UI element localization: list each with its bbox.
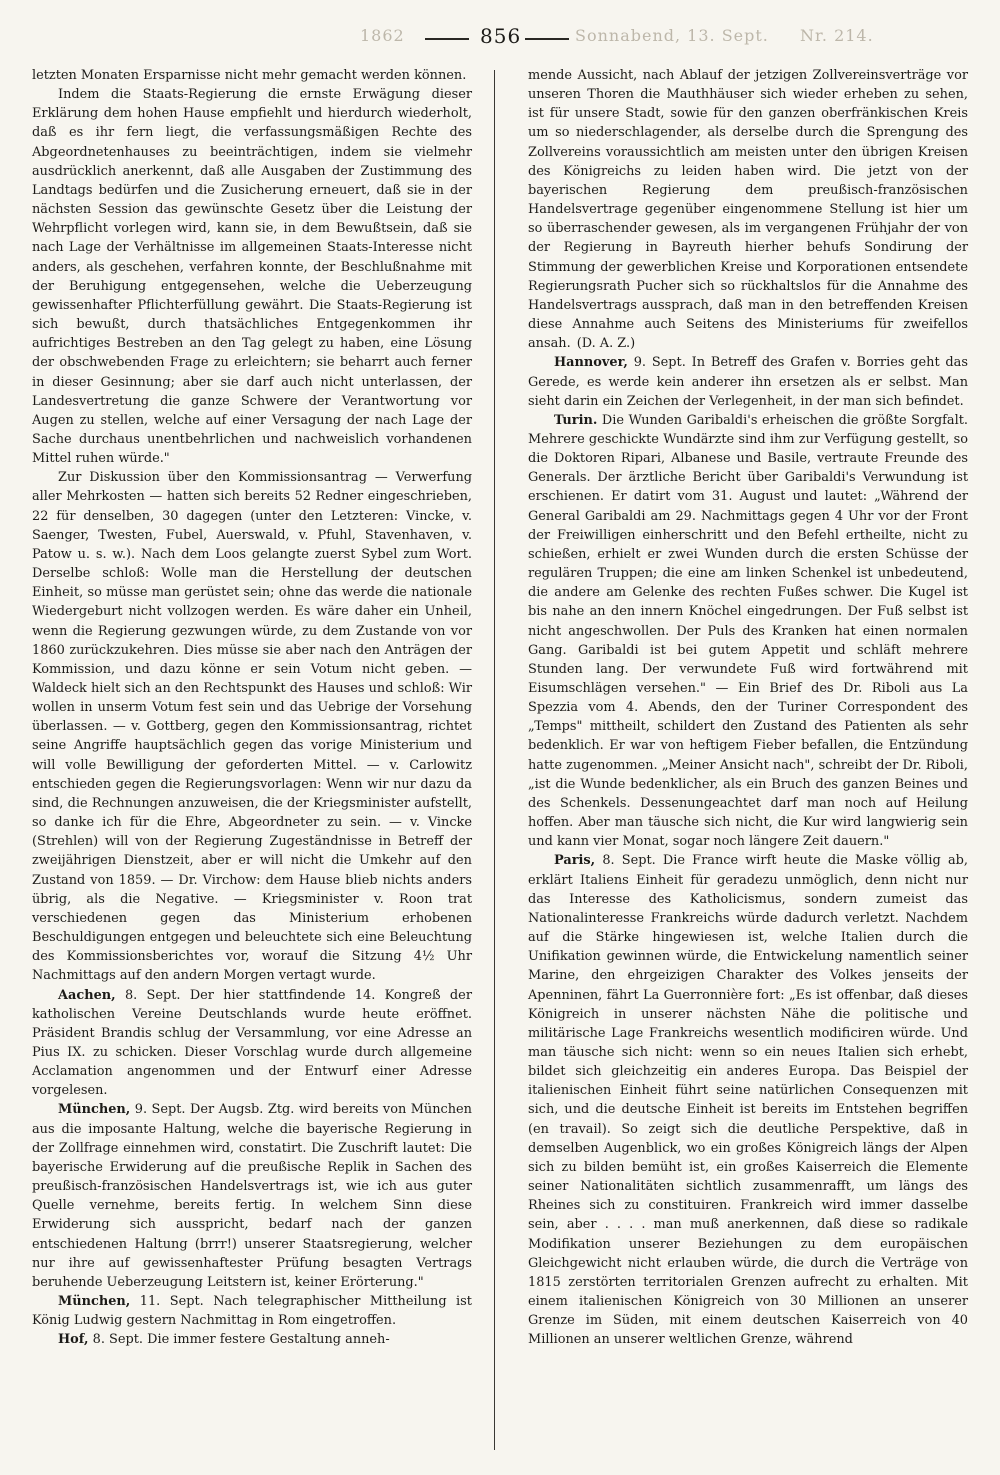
- source-attribution: (D. A. Z.): [576, 336, 636, 352]
- page-header: [0, 22, 1000, 52]
- header-rule-left: [425, 38, 469, 40]
- header-bleed-issue: Nr. 214.: [800, 26, 874, 45]
- news-text: Die Wunden Garibaldi's erheischen die größte Sorgfalt. Mehrere geschickte Wundärzte sind ihm zur Verfügung gestellt, so die Doktoren Ripari, Albanese und Basile, vertraute Freunde des Generals. Der ärztliche Bericht über Garibaldi's Verwundung ist erschienen. Er datirt vom 31. August und lautet: „Während der General Garibaldi am 29. Nachmittags gegen 4 Uhr vor der Front der Freiwilligen einherschritt und den Befehl ertheilte, nicht zu schießen, erhielt er zwei Wunden durch die ersten Schüsse der regulären Truppen; die eine am linken Schenkel ist unbedeutend, die andere am Gelenke des rechten Fußes schwer. Die Kugel ist bis nahe an den innern Knöchel eingedrungen. Der Fuß selbst ist nicht angeschwollen. Der Puls des Kranken hat einen normalen Gang. Garibaldi ist bei gutem Appetit und schläft mehrere Stunden lang. Der verwundete Fuß wird fortwährend mit Eisumschlägen versehen." — Ein Brief des Dr. Riboli aus La Spezzia vom 4. Abends, den der Turiner Correspondent des „Temps" mittheilt, schildert den Zustand des Patienten als sehr bedenklich. Er war von heftigem Fieber befallen, die Entzündung hatte zugenommen. „Meiner Ansicht nach", schreibt der Dr. Riboli, „ist die Wunde bedenklicher, als ein Bruch des ganzen Beines und des Schenkels. Dessenungeachtet darf man noch auf Heilung hoffen. Aber man täusche sich nicht, die Kur wird langwierig sein und kann vier Monat, sogar noch längere Zeit dauern.": [528, 412, 968, 850]
- header-bleed-date: Sonnabend, 13. Sept.: [575, 26, 769, 45]
- news-text: 9. Sept. In Betreff des Grafen v. Borries geht das Gerede, es werde kein anderer ihn ersetzen als er selbst. Man sieht darin ein Zeichen der Verlegenheit, in der man sich befindet.: [528, 355, 968, 409]
- dateline-place: Turin.: [554, 412, 598, 428]
- news-item-muenchen-9: [32, 1100, 472, 1292]
- paragraph-discussion: Zur Diskussion über den Kommissionsantrag — Verwerfung aller Mehrkosten — hatten sich bereits 52 Redner eingeschrieben, 22 für denselben, 30 dagegen (unter den Letzteren: Vincke, v. Saenger, Twesten, Fubel, Auerswald, v. Pfuhl, Stavenhaven, v. Patow u. s. w.). Nach dem Loos gelangte zuerst Sybel zum Wort. Derselbe schloß: Wolle man die Herstellung der deutschen Einheit, so müsse man gerüstet sein; ohne das werde die nationale Wiedergeburt nicht vollzogen werden. Es wäre daher ein Unheil, wenn die Regierung gezwungen würde, zu dem Zustande von vor 1860 zurückzukehren. Dies müsse sie aber nach den Anträgen der Kommission, und dazu könne er sein Votum nicht geben. — Waldeck hielt sich an den Rechtspunkt des Hauses und schloß: Wir wollen in unserm Votum fest sein und das Uebrige der Vorsehung überlassen. — v. Gottberg, gegen den Kommissionsantrag, richtet seine Angriffe hauptsächlich gegen das vorige Ministerium und will volle Bewilligung der geforderten Mittel. — v. Carlowitz entschieden gegen die Regierungsvorlagen: Wenn wir nur dazu da sind, die Rechnungen anzuweisen, die der Kriegsminister aufstellt, so danke ich für die Ehre, Abgeordneter zu sein. — v. Vincke (Strehlen) will von der Regierung Zugeständnisse in Betreff der zweijährigen Dienstzeit, aber er will nicht die Umkehr auf den Zustand von 1859. — Dr. Virchow: dem Hause blieb nichts anders übrig, als die Negative. — Kriegsminister v. Roon trat verschiedenen gegen das Ministerium erhobenen Beschuldigungen entgegen und beleuchtete sich eine Beleuchtung des Kommissionsberichtes vor, worauf die Sitzung 4½ Uhr Nachmittags auf den andern Morgen vertagt wurde.: [32, 470, 472, 984]
- news-item-turin: [528, 411, 968, 852]
- left-column: [32, 66, 472, 1349]
- dateline-place: München,: [58, 1102, 131, 1118]
- news-text: mende Aussicht, nach Ablauf der jetzigen Zollvereinsverträge vor unseren Thoren die Mauthhäuser sich wieder erheben zu sehen, ist für unsere Stadt, sowie für den ganzen oberfränkischen Kreis um so niederschlagender, als derselbe durch die Sprengung des Zollvereins voraussichtlich am meisten unter den übrigen Kreisen des Königreichs zu leiden haben wird. Die jetzt von der bayerischen Regierung dem preußisch-französischen Handelsvertrage gegenüber eingenommene Stellung ist hier um so überraschender gewesen, als im vergangenen Frühjahr der von der Regierung in Bayreuth hierher behufs Sondirung der Stimmung der gewerblichen Kreise und Korporationen entsendete Regierungsrath Pucher sich so rückhaltslos für die Annahme des Handelsvertrags aussprach, daß man in den betreffenden Kreisen diese Annahme auch Seitens des Ministeriums für zweifellos ansah.: [528, 68, 968, 352]
- paragraph-hof-continued: [528, 66, 968, 353]
- news-item-hof: [32, 1330, 472, 1349]
- news-item-aachen: [32, 986, 472, 1101]
- news-item-hannover: [528, 353, 968, 410]
- news-text: 9. Sept. Der Augsb. Ztg. wird bereits von München aus die imposante Haltung, welche die bayerische Regierung in der Zollfrage einnehmen wird, constatirt. Die Zuschrift lautet: Die bayerische Erwiderung auf die preußische Replik in Sachen des preußisch-französischen Handelsvertrags ist, wie ich aus guter Quelle vernehme, bereits fertig. In welchem Sinn diese Erwiderung sich ausspricht, bedarf nach der ganzen entschiedenen Haltung (brrr!) unserer Staatsregierung, welcher nur ihre auf gewissenhaftester Prüfung besagten Vertrags beruhende Ueberzeugung Leitstern ist, keiner Erörterung.": [32, 1102, 472, 1290]
- dateline-place: Aachen,: [58, 987, 116, 1003]
- page-number: 856: [480, 24, 522, 48]
- news-text: 8. Sept. Die immer festere Gestaltung anneh-: [92, 1332, 390, 1348]
- news-text: 11. Sept. Nach telegraphischer Mittheilung ist König Ludwig gestern Nachmittag in Rom eingetroffen.: [32, 1294, 472, 1329]
- news-text: 8. Sept. Der hier stattfindende 14. Kongreß der katholischen Vereine Deutschlands wurde heute eröffnet. Präsident Brandis schlug der Versammlung, vor eine Adresse an Pius IX. zu schicken. Dieser Vorschlag wurde durch allgemeine Acclamation angenommen und der Entwurf einer Adresse vorgelesen.: [32, 987, 472, 1099]
- dateline-place: Hannover,: [554, 355, 628, 371]
- dateline-place: München,: [58, 1294, 131, 1309]
- dateline-place: Paris,: [554, 853, 596, 869]
- header-bleed-year: 1862: [360, 26, 405, 45]
- paragraph-savings: letzten Monaten Ersparnisse nicht mehr gemacht werden können.: [32, 68, 467, 83]
- news-item-paris: [528, 851, 968, 1349]
- header-rule-right: [525, 38, 569, 40]
- right-column: [528, 66, 968, 1349]
- dateline-place: Hof,: [58, 1332, 89, 1348]
- news-item-muenchen-11: [32, 1292, 472, 1330]
- column-divider: [494, 70, 495, 1450]
- news-text: 8. Sept. Die France wirft heute die Maske völlig ab, erklärt Italiens Einheit für geradezu unmöglich, denn nicht nur das Interesse des Katholicismus, sondern zumeist das Nationalinteresse Frankreichs würde dadurch verletzt. Nachdem auf die Stärke hingewiesen ist, welche Italien durch die Unifikation gewinnen würde, die Entwickelung namentlich seiner Marine, den ehrgeizigen Charakter des Volkes jenseits der Apenninen, fährt La Guerronnière fort: „Es ist offenbar, daß dieses Königreich in unserer nächsten Nähe die politische und militärische Lage Frankreichs wesentlich modificiren würde. Und man täusche sich nicht: wenn so ein neues Italien sich erhebt, bildet sich gleichzeitig ein anderes Europa. Das Beispiel der italienischen Einheit führt seine natürlichen Consequenzen mit sich, und die deutsche Einheit ist bereits im Entstehen begriffen (en travail). So zeigt sich die deutliche Perspektive, daß in demselben Augenblick, wo ein großes Königreich längs der Alpen sich zu bilden bemüht ist, ein großes Kaiserreich die Elemente seiner Nationalitäten sichtlich zusammenrafft, um längs des Rheines sich zu constituiren. Frankreich wird immer dasselbe sein, aber . . . . man muß anerkennen, daß diese so radikale Modifikation unserer Beziehungen zu dem europäischen Gleichgewicht nicht erlauben würde, die durch die Verträge von 1815 zerstörten territorialen Grenzen aufrecht zu erhalten. Mit einem italienischen Königreich von 30 Millionen an unserer Grenze im Süden, mit einem deutschen Kaiserreich von 40 Millionen an unserer weltlichen Grenze, während: [528, 853, 968, 1348]
- paragraph-government-declaration: Indem die Staats-Regierung die ernste Erwägung dieser Erklärung dem hohen Hause empfiehlt und hierdurch wiederholt, daß es ihr fern liegt, die verfassungsmäßigen Rechte des Abgeordnetenhauses zu beeinträchtigen, indem sie vielmehr ausdrücklich anerkennt, daß alle Ausgaben der Zustimmung des Landtags bedürfen und die Zusicherung erneuert, daß sie in der nächsten Session das gewünschte Gesetz über die Leistung der Wehrpflicht vorlegen wird, kann sie, in dem Bewußtsein, daß sie nach Lage der Verhältnisse im allgemeinen Staats-Interesse nicht anders, als geschehen, verfahren konnte, der Beschlußnahme mit der Beruhigung entgegensehen, welche die Ueberzeugung gewissenhafter Pflichterfüllung gewährt. Die Staats-Regierung ist sich bewußt, durch thatsächliches Entgegenkommen ihr aufrichtiges Bestreben an den Tag gelegt zu haben, eine Lösung der obschwebenden Frage zu erleichtern; sie beharrt auch ferner in dieser Gesinnung; aber sie darf auch nicht unterlassen, der Landesvertretung die ganze Schwere der Verantwortung vor Augen zu stellen, welche auf einer Versagung der nach Lage der Sache durchaus unentbehrlichen und nachweislich vorhandenen Mittel ruhen würde.": [32, 87, 472, 467]
